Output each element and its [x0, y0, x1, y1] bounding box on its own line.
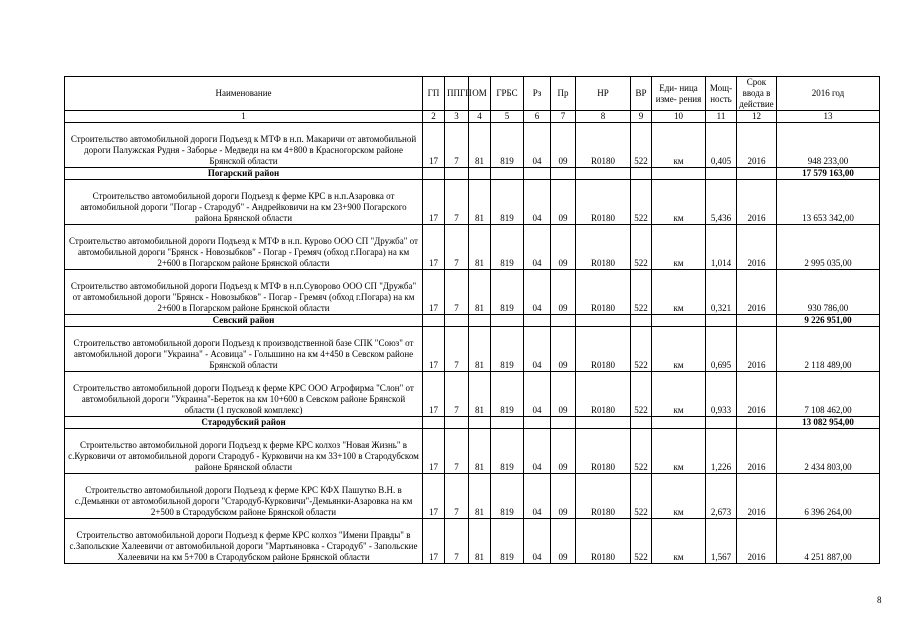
- header-ppgp: ППГП: [445, 77, 469, 111]
- col-om: 81: [469, 327, 491, 372]
- col-number: 1: [65, 111, 423, 123]
- col-pr: 09: [551, 327, 576, 372]
- col-grbs: 819: [491, 225, 524, 270]
- empty-cell: [706, 168, 737, 180]
- empty-cell: [423, 417, 445, 429]
- col-capacity: 1,567: [706, 519, 737, 564]
- col-om: 81: [469, 519, 491, 564]
- empty-cell: [652, 315, 706, 327]
- col-vr: 522: [631, 519, 652, 564]
- project-name: Строительство автомобильной дороги Подъезд к ферме КРС в н.п.Азаровка от автомобильной дороги "Погар - Стародуб" - Андрейковичи на км 23+900 Погарского района Брянской области: [65, 180, 423, 225]
- col-ppgp: 7: [445, 225, 469, 270]
- col-number: 13: [777, 111, 880, 123]
- col-gp: 17: [423, 225, 445, 270]
- col-number: 12: [737, 111, 777, 123]
- col-rz: 04: [524, 123, 551, 168]
- col-number: 2: [423, 111, 445, 123]
- col-ppgp: 7: [445, 429, 469, 474]
- header-row: [65, 77, 880, 111]
- empty-cell: [576, 168, 631, 180]
- col-gp: 17: [423, 429, 445, 474]
- col-capacity: 0,933: [706, 372, 737, 417]
- region-name: Севский район: [65, 315, 423, 327]
- col-nr: R0180: [576, 327, 631, 372]
- col-unit: км: [652, 270, 706, 315]
- col-gp: 17: [423, 327, 445, 372]
- col-year: 2016: [737, 372, 777, 417]
- col-year: 2016: [737, 225, 777, 270]
- col-nr: R0180: [576, 474, 631, 519]
- empty-cell: [551, 315, 576, 327]
- empty-cell: [551, 417, 576, 429]
- col-rz: 04: [524, 225, 551, 270]
- col-om: 81: [469, 225, 491, 270]
- col-capacity: 0,405: [706, 123, 737, 168]
- col-number: 11: [706, 111, 737, 123]
- col-rz: 04: [524, 270, 551, 315]
- col-pr: 09: [551, 225, 576, 270]
- empty-cell: [576, 315, 631, 327]
- empty-cell: [706, 417, 737, 429]
- header-grbs: ГРБС: [491, 77, 524, 111]
- header-nr: НР: [576, 77, 631, 111]
- col-nr: R0180: [576, 225, 631, 270]
- amount-2016: 2 434 803,00: [777, 429, 880, 474]
- col-ppgp: 7: [445, 270, 469, 315]
- col-vr: 522: [631, 474, 652, 519]
- empty-cell: [445, 417, 469, 429]
- empty-cell: [423, 168, 445, 180]
- header-om: ОМ: [469, 77, 491, 111]
- empty-cell: [737, 315, 777, 327]
- col-nr: R0180: [576, 519, 631, 564]
- col-nr: R0180: [576, 270, 631, 315]
- col-gp: 17: [423, 123, 445, 168]
- col-year: 2016: [737, 429, 777, 474]
- header-name: Наименование: [65, 77, 423, 111]
- empty-cell: [524, 315, 551, 327]
- region-total: 17 579 163,00: [777, 168, 880, 180]
- empty-cell: [737, 168, 777, 180]
- region-row: [65, 168, 880, 180]
- header-year-2016: 2016 год: [777, 77, 880, 111]
- col-gp: 17: [423, 180, 445, 225]
- amount-2016: 948 233,00: [777, 123, 880, 168]
- col-unit: км: [652, 519, 706, 564]
- table-row: [65, 519, 880, 564]
- col-ppgp: 7: [445, 180, 469, 225]
- col-vr: 522: [631, 123, 652, 168]
- table-row: [65, 180, 880, 225]
- col-number: 8: [576, 111, 631, 123]
- col-number: 5: [491, 111, 524, 123]
- empty-cell: [652, 417, 706, 429]
- col-grbs: 819: [491, 180, 524, 225]
- col-grbs: 819: [491, 474, 524, 519]
- col-pr: 09: [551, 429, 576, 474]
- col-number: 9: [631, 111, 652, 123]
- budget-table: [64, 76, 880, 564]
- col-grbs: 819: [491, 429, 524, 474]
- empty-cell: [423, 315, 445, 327]
- col-unit: км: [652, 429, 706, 474]
- amount-2016: 2 995 035,00: [777, 225, 880, 270]
- region-row: [65, 315, 880, 327]
- header-capacity: Мощ- ность: [706, 77, 737, 111]
- col-rz: 04: [524, 519, 551, 564]
- empty-cell: [445, 168, 469, 180]
- project-name: Строительство автомобильной дороги Подъезд к МТФ в н.п. Курово ООО СП "Дружба" от автомобильной дороги "Брянск - Новозыбков" - Погар - Гремяч (обход г.Погара) на км 2+600 в Погарском районе Брянской области: [65, 225, 423, 270]
- table-row: [65, 225, 880, 270]
- empty-cell: [469, 315, 491, 327]
- col-pr: 09: [551, 180, 576, 225]
- col-capacity: 1,014: [706, 225, 737, 270]
- region-name: Стародубский район: [65, 417, 423, 429]
- col-number: 10: [652, 111, 706, 123]
- empty-cell: [652, 168, 706, 180]
- empty-cell: [631, 168, 652, 180]
- col-number: 7: [551, 111, 576, 123]
- col-nr: R0180: [576, 429, 631, 474]
- empty-cell: [524, 417, 551, 429]
- project-name: Строительство автомобильной дороги Подъезд к ферме КРС КФХ Пашутко В.Н. в с.Демьянки от автомобильной дороги "Стародуб-Курковичи"-Демьянки-Азаровка на км 2+500 в Стародубском районе Брянской области: [65, 474, 423, 519]
- project-name: Строительство автомобильной дороги Подъезд к ферме КРС колхоз "Новая Жизнь" в с.Курковичи от автомобильной дороги Стародуб - Курковичи на км 33+100 в Стародубском районе Брянской области: [65, 429, 423, 474]
- col-om: 81: [469, 180, 491, 225]
- project-name: Строительство автомобильной дороги Подъезд к ферме КРС колхоз "Имени Правды" в с.Запольские Халеевичи от автомобильной дороги "Мартьяновка - Стародуб" - Запольские Халеевичи на км 5+700 в Стародубском районе Брянской области: [65, 519, 423, 564]
- col-pr: 09: [551, 474, 576, 519]
- empty-cell: [445, 315, 469, 327]
- col-year: 2016: [737, 270, 777, 315]
- empty-cell: [469, 168, 491, 180]
- col-nr: R0180: [576, 123, 631, 168]
- empty-cell: [491, 417, 524, 429]
- col-nr: R0180: [576, 180, 631, 225]
- page-number: 8: [877, 595, 882, 605]
- project-name: Строительство автомобильной дороги Подъезд к ферме КРС ООО Агрофирма "Слон" от автомобильной дороги "Украина"-Береток на км 10+600 в Севском районе Брянской области (1 пусковой комплекс): [65, 372, 423, 417]
- col-pr: 09: [551, 519, 576, 564]
- col-year: 2016: [737, 327, 777, 372]
- col-capacity: 1,226: [706, 429, 737, 474]
- project-name: Строительство автомобильной дороги Подъезд к производственной базе СПК "Союз" от автомобильной дороги "Украина" - Асовица" - Голышино на км 4+450 в Севском районе Брянской области: [65, 327, 423, 372]
- header-term: Срок ввода в действие: [737, 77, 777, 111]
- empty-cell: [491, 168, 524, 180]
- col-unit: км: [652, 180, 706, 225]
- header-rz: Рз: [524, 77, 551, 111]
- project-name: Строительство автомобильной дороги Подъезд к МТФ в н.п. Макаричи от автомобильной дороги Палужская Рудня - Заборье - Медведи на км 4+800 в Красногорском районе Брянской области: [65, 123, 423, 168]
- col-om: 81: [469, 270, 491, 315]
- empty-cell: [469, 417, 491, 429]
- table-row: [65, 474, 880, 519]
- col-rz: 04: [524, 180, 551, 225]
- col-ppgp: 7: [445, 123, 469, 168]
- header-unit: Еди- ница изме- рения: [652, 77, 706, 111]
- col-unit: км: [652, 123, 706, 168]
- col-om: 81: [469, 429, 491, 474]
- col-capacity: 0,321: [706, 270, 737, 315]
- col-vr: 522: [631, 180, 652, 225]
- col-pr: 09: [551, 270, 576, 315]
- empty-cell: [737, 417, 777, 429]
- table-row: [65, 270, 880, 315]
- col-unit: км: [652, 474, 706, 519]
- col-gp: 17: [423, 270, 445, 315]
- amount-2016: 13 653 342,00: [777, 180, 880, 225]
- col-number: 6: [524, 111, 551, 123]
- col-gp: 17: [423, 372, 445, 417]
- col-number: 4: [469, 111, 491, 123]
- col-vr: 522: [631, 327, 652, 372]
- region-name: Погарский район: [65, 168, 423, 180]
- region-row: [65, 417, 880, 429]
- col-ppgp: 7: [445, 327, 469, 372]
- project-name: Строительство автомобильной дороги Подъезд к МТФ в н.п.Суворово ООО СП "Дружба" от автомобильной дороги "Брянск - Новозыбков" - Погар - Гремяч (обход г.Погара) на км 2+600 в Погарском районе Брянской области: [65, 270, 423, 315]
- col-om: 81: [469, 372, 491, 417]
- empty-cell: [631, 315, 652, 327]
- amount-2016: 2 118 489,00: [777, 327, 880, 372]
- empty-cell: [576, 417, 631, 429]
- col-rz: 04: [524, 327, 551, 372]
- col-vr: 522: [631, 372, 652, 417]
- col-unit: км: [652, 372, 706, 417]
- col-vr: 522: [631, 270, 652, 315]
- col-year: 2016: [737, 474, 777, 519]
- col-vr: 522: [631, 225, 652, 270]
- col-year: 2016: [737, 519, 777, 564]
- col-ppgp: 7: [445, 519, 469, 564]
- col-rz: 04: [524, 429, 551, 474]
- amount-2016: 4 251 887,00: [777, 519, 880, 564]
- col-ppgp: 7: [445, 474, 469, 519]
- empty-cell: [706, 315, 737, 327]
- col-year: 2016: [737, 180, 777, 225]
- header-vr: ВР: [631, 77, 652, 111]
- amount-2016: 7 108 462,00: [777, 372, 880, 417]
- table-row: [65, 429, 880, 474]
- col-pr: 09: [551, 372, 576, 417]
- col-capacity: 2,673: [706, 474, 737, 519]
- col-rz: 04: [524, 372, 551, 417]
- col-grbs: 819: [491, 327, 524, 372]
- col-unit: км: [652, 327, 706, 372]
- region-total: 13 082 954,00: [777, 417, 880, 429]
- col-om: 81: [469, 123, 491, 168]
- table-row: [65, 372, 880, 417]
- col-grbs: 819: [491, 372, 524, 417]
- col-gp: 17: [423, 519, 445, 564]
- column-number-row: [65, 111, 880, 123]
- col-rz: 04: [524, 474, 551, 519]
- header-gp: ГП: [423, 77, 445, 111]
- col-gp: 17: [423, 474, 445, 519]
- col-capacity: 5,436: [706, 180, 737, 225]
- col-year: 2016: [737, 123, 777, 168]
- col-grbs: 819: [491, 270, 524, 315]
- empty-cell: [551, 168, 576, 180]
- col-pr: 09: [551, 123, 576, 168]
- col-grbs: 819: [491, 123, 524, 168]
- region-total: 9 226 951,00: [777, 315, 880, 327]
- empty-cell: [491, 315, 524, 327]
- col-grbs: 819: [491, 519, 524, 564]
- col-om: 81: [469, 474, 491, 519]
- amount-2016: 930 786,00: [777, 270, 880, 315]
- col-unit: км: [652, 225, 706, 270]
- col-ppgp: 7: [445, 372, 469, 417]
- col-nr: R0180: [576, 372, 631, 417]
- col-vr: 522: [631, 429, 652, 474]
- col-capacity: 0,695: [706, 327, 737, 372]
- empty-cell: [524, 168, 551, 180]
- col-number: 3: [445, 111, 469, 123]
- table-row: [65, 123, 880, 168]
- header-pr: Пр: [551, 77, 576, 111]
- empty-cell: [631, 417, 652, 429]
- table-row: [65, 327, 880, 372]
- amount-2016: 6 396 264,00: [777, 474, 880, 519]
